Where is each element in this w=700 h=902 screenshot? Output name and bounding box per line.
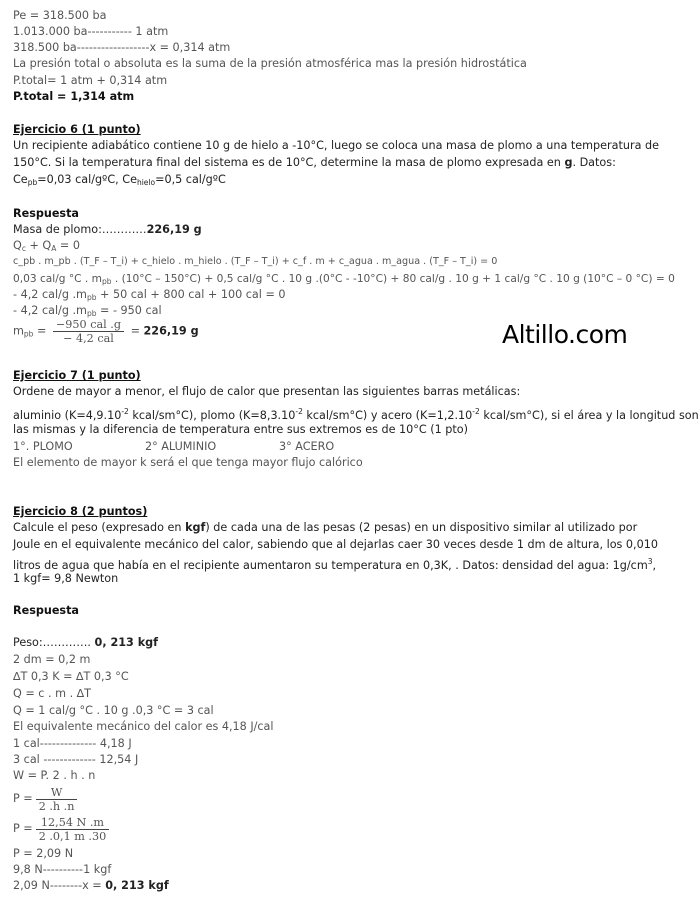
ej8-line-1: 2 dm = 0,2 m (13, 653, 91, 666)
ej8-response-heading: Respuesta (13, 604, 79, 617)
ej8-formula-2: P = $\frac{12,54 N .m}{2 .0,1 m .30}$ (13, 814, 112, 844)
ej7-ranking: 1°. PLOMO 2° ALUMINIO 3° ACERO (13, 440, 335, 453)
ej7-statement-1: Ordene de mayor a menor, el flujo de calor que presentan las siguientes barras metálicas: (13, 385, 521, 398)
ej8-fraction-2: $\frac{12,54 N .m}{2 .0,1 m .30}$ (36, 816, 110, 843)
ej8-statement-3: litros de agua que había en el recipiente aumentaron su temperatura en 0,3K, . Datos: densidad del agua: $1g/cm^3$, (13, 557, 657, 572)
ej7-statement-3: las mismas y la diferencia de temperatura entre sus extremos es de 10°C (1 pto) (13, 423, 468, 436)
ej6-statement-3: $Ce_{pb}=0,03$ cal/gºC, $Ce_{hielo}=0,5$ cal/gºC (13, 173, 226, 187)
ej8-line-5: El equivalente mecánico del calor es 4,18 J/cal (13, 720, 274, 733)
pressure-line-2: 1.013.000 ba----------- 1 atm (13, 25, 169, 38)
ej6-equation-5: $m_{pb}$ = $\frac{\text{−950 cal .g}}{\text{− 4,2 cal}}$ = 226,19 g (13, 318, 199, 345)
ej8-statement-2: Joule en el equivalente mecánico del calor, sabiendo que al dejarlas caer 30 veces desde 1 dm de altura, los 0,010 (13, 538, 658, 551)
pressure-total: P.total = 1,314 atm (13, 90, 135, 103)
pressure-line-3: 318.500 ba------------------x = 0,314 atm (13, 41, 231, 54)
ej8-line-6: 1 cal-------------- 4,18 J (13, 737, 132, 750)
ej6-mass-result: Masa de plomo:…………226,19 g (13, 223, 202, 236)
ej6-response-heading: Respuesta (13, 207, 79, 220)
ej8-line-3: Q = c . m . ∆T (13, 687, 91, 700)
ej6-equation-2: 0,03 cal/g °C . $m_{pb}$ . (10°C – 150°C) + 0,5 cal/g °C . 10 g .(0°C - -10°C) + 80 cal/g . 10 g + 1 cal/g °C . 10 g (10°C – 0 °C) = 0 (13, 273, 675, 286)
ej8-line-7: 3 cal ------------- 12,54 J (13, 753, 139, 766)
ej7-title: Ejercicio 7 (1 punto) (13, 369, 141, 382)
ej8-title: Ejercicio 8 (2 puntos) (13, 505, 148, 518)
pressure-line-1: Pe = 318.500 ba (13, 9, 107, 22)
pressure-line-5: P.total= 1 atm + 0,314 atm (13, 74, 168, 87)
pressure-line-4: La presión total o absoluta es la suma de la presión atmosférica mas la presión hidrostática (13, 57, 527, 70)
brand-watermark: Altillo.com (502, 320, 628, 349)
ej6-statement-2: 150°C. Si la temperatura final del sistema es de 10°C, determine la masa de plomo expresada en g. Datos: (13, 156, 616, 169)
ej8-line-8: W = P. 2 . h . n (13, 769, 96, 782)
ej8-line-10: 9,8 N----------1 kgf (13, 863, 112, 876)
ej6-equation-1: c_pb . m_pb . (T_F – T_i) + c_hielo . m_hielo . (T_F – T_i) + c_f . m + c_agua . m_agua . (T_F – T_i) = 0 (13, 256, 498, 267)
ej6-title: Ejercicio 6 (1 punto) (13, 123, 141, 136)
ej6-heat-balance: $Q_c + Q_A = 0$ (13, 239, 80, 253)
ej8-fraction-1: $\frac{W}{2 .h .n}$ (36, 786, 78, 813)
ej7-statement-2: aluminio ($K=4,9.10^{-2}$ kcal/sm°C), plomo ($K=8,3.10^{-2}$ kcal/sm°C) y acero ($K=1,2.10^{-2}$ kcal/sm°C), si el área y la longitud son (13, 407, 699, 422)
ej8-line-4: Q = 1 cal/g °C . 10 g .0,3 °C = 3 cal (13, 704, 214, 717)
ej8-line-11: 2,09 N--------x = 0, 213 kgf (13, 879, 169, 892)
ej6-statement-1: Un recipiente adiabático contiene 10 g de hielo a -10°C, luego se coloca una masa de plomo a una temperatura de (13, 139, 659, 152)
ej8-statement-4: 1 kgf= 9,8 Newton (13, 572, 119, 585)
ej8-formula-1: P = $\frac{W}{2 .h .n}$ (13, 784, 80, 814)
ej8-weight-result: Peso:…………. 0, 213 kgf (13, 636, 159, 649)
ej6-fraction: $\frac{\text{−950 cal .g}}{\text{− 4,2 cal}}$ (53, 318, 124, 345)
ej8-line-2: ∆T 0,3 K = ∆T 0,3 °C (13, 670, 129, 683)
ej7-conclusion: El elemento de mayor k será el que tenga mayor flujo calórico (13, 456, 363, 469)
ej6-equation-4: - 4,2 cal/g $.m_{pb}$ = - 950 cal (13, 304, 162, 318)
ej8-statement-1: Calcule el peso (expresado en kgf) de cada una de las pesas (2 pesas) en un dispositivo similar al utilizado por (13, 521, 638, 534)
ej6-equation-3: - 4,2 cal/g $.m_{pb} + 50$ cal + 800 cal + 100 cal = 0 (13, 288, 286, 302)
ej8-line-9: P = 2,09 N (13, 847, 74, 860)
